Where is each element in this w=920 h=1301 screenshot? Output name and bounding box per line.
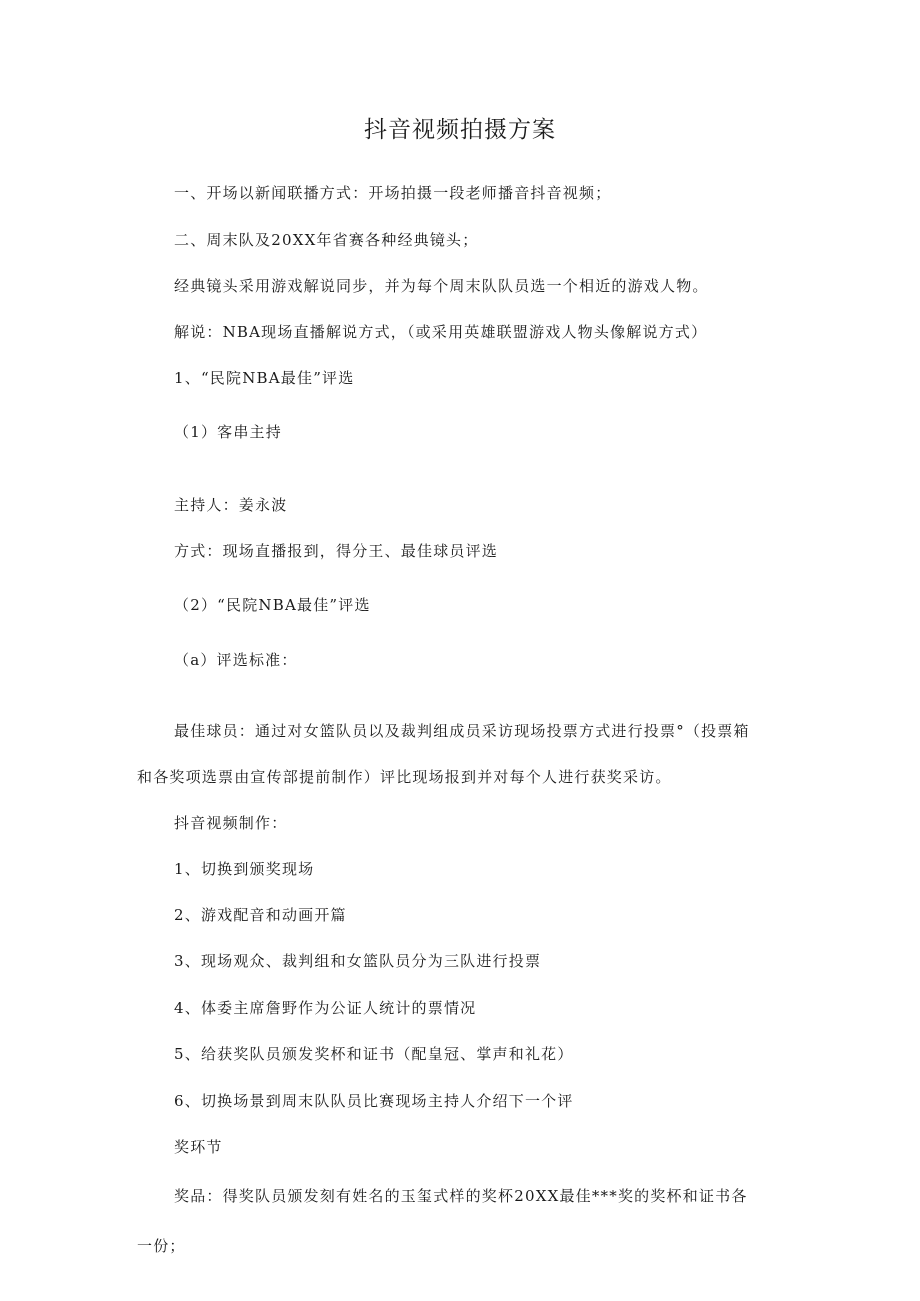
list-item-3: 3、现场观众、裁判组和女篮队员分为三队进行投票: [174, 952, 542, 970]
paragraph-classic-shots: 经典镜头采用游戏解说同步，并为每个周末队队员选一个相近的游戏人物。: [174, 277, 709, 295]
list-item-1: 1、切换到颁奖现场: [174, 860, 315, 878]
subheading-guest-host: （1）客串主持: [174, 423, 282, 441]
list-item-5: 5、给获奖队员颁发奖杯和证书（配皇冠、掌声和礼花）: [174, 1045, 574, 1063]
paragraph-highlights: 二、周末队及20XX年省赛各种经典镜头；: [174, 231, 479, 249]
paragraph-commentary: 解说：NBA现场直播解说方式，（或采用英雄联盟游戏人物头像解说方式）: [174, 323, 708, 341]
paragraph-best-player-line2: 和各奖项选票由宣传部提前制作）评比现场报到并对每个人进行获奖采访。: [137, 768, 672, 786]
paragraph-host: 主持人：姜永波: [174, 496, 288, 514]
list-item-2: 2、游戏配音和动画开篇: [174, 906, 347, 924]
paragraph-video-production: 抖音视频制作：: [174, 814, 288, 832]
paragraph-method: 方式：现场直播报到，得分王、最佳球员评选: [174, 542, 499, 560]
section-heading-best-selection: 1、“民院NBA最佳”评选: [174, 369, 355, 387]
paragraph-prize-line1: 奖品：得奖队员颁发刻有姓名的玉玺式样的奖杯20XX最佳***奖的奖杯和证书各: [174, 1187, 748, 1205]
list-item-4: 4、体委主席詹野作为公证人统计的票情况: [174, 999, 477, 1017]
document-title: 抖音视频拍摄方案: [364, 117, 556, 143]
subheading-best-selection: （2）“民院NBA最佳”评选: [174, 596, 371, 614]
subheading-criteria: （a）评选标准：: [174, 651, 298, 669]
paragraph-best-player-line1: 最佳球员：通过对女篮队员以及裁判组成员采访现场投票方式进行投票°（投票箱: [174, 722, 750, 740]
list-item-6-line1: 6、切换场景到周末队队员比赛现场主持人介绍下一个评: [174, 1092, 574, 1110]
paragraph-opening: 一、开场以新闻联播方式：开场拍摄一段老师播音抖音视频；: [174, 184, 612, 202]
list-item-6-line2: 奖环节: [174, 1138, 223, 1156]
paragraph-prize-line2: 一份；: [137, 1237, 186, 1255]
